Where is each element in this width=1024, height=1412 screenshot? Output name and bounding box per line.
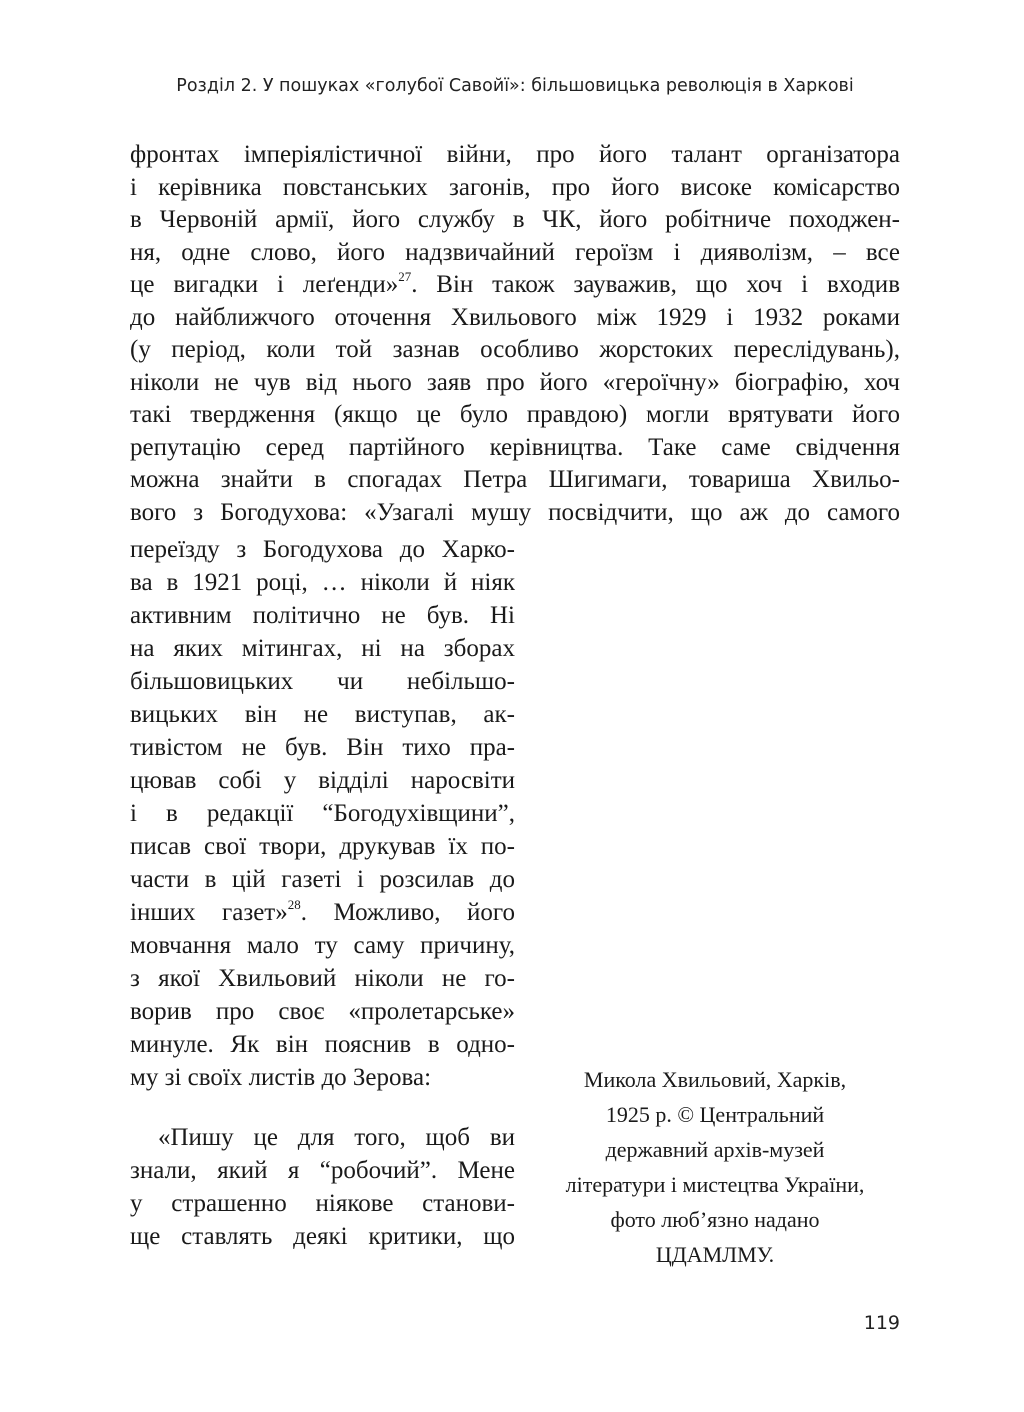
main-text-column <box>130 533 515 1253</box>
caption-line: ЦДАМЛМУ. <box>655 1242 775 1267</box>
photo-caption <box>530 1062 900 1272</box>
text-line: фронтах імперіялістичної війни, про його талант організатора <box>130 141 900 168</box>
quote-line: знали, який я “робочий”. Мене <box>130 1157 515 1184</box>
caption-line: Микола Хвильовий, Харків, <box>583 1067 847 1092</box>
footnote-ref-27[interactable]: 27 <box>398 269 412 284</box>
text-line: мовчання мало ту саму причину, <box>130 932 515 959</box>
text-line: части в цій газеті і розсилав до <box>130 866 515 893</box>
text-line: репутацію серед партійного керівництва. Таке саме свідчення <box>130 433 900 461</box>
text-line: до найближчого оточення Хвильового між 1929 і 1932 роками <box>130 303 900 331</box>
text-line: і керівника повстанських загонів, про його високе комісарство <box>130 173 900 201</box>
text-fragment: це вигадки і леґенди» <box>130 271 399 298</box>
text-line: в Червоній армії, його службу в ЧК, його робітниче походжен- <box>130 206 900 233</box>
text-line: переїзду з Богодухова до Харко- <box>130 536 515 563</box>
text-line: цював собі у відділі наросвіти <box>130 767 515 794</box>
text-line: ворив про своє «пролетарське» <box>130 998 515 1025</box>
text-line: писав свої твори, друкував їх по- <box>130 833 515 860</box>
main-text-full-width <box>130 139 900 529</box>
quote-line: ще ставлять деякі критики, що <box>130 1223 515 1250</box>
quote-line: у страшенно ніякове станови- <box>130 1190 515 1217</box>
text-line: ніколи не чув від нього заяв про його «героїчну» біографію, хоч <box>130 368 900 396</box>
caption-line: літератури і мистецтва України, <box>565 1172 865 1197</box>
quote-line: «Пишу це для того, щоб ви <box>158 1124 515 1151</box>
caption-line: 1925 р. © Центральний <box>605 1102 825 1127</box>
text-line: му зі своїх листів до Зерова: <box>130 1064 432 1091</box>
caption-line: державний архів-музей <box>605 1137 825 1162</box>
text-line: можна знайти в спогадах Петра Шигимаги, товариша Хвильо- <box>130 466 900 493</box>
footnote-ref-28[interactable]: 28 <box>287 897 301 912</box>
text-line: минуле. Як він пояснив в одно- <box>130 1031 515 1058</box>
text-fragment: інших газет» <box>130 899 288 926</box>
text-fragment: . Можливо, його <box>300 899 515 926</box>
text-line: ня, одне слово, його надзвичайний героїзм і дияволізм, – все <box>130 238 900 266</box>
page-number: 119 <box>863 1312 900 1334</box>
text-line: ва в 1921 році, … ніколи й ніяк <box>130 569 515 596</box>
text-line: такі твердження (якщо це було правдою) могли врятувати його <box>130 401 900 428</box>
text-line-footnote-28 <box>130 896 515 929</box>
text-line: вого з Богодухова: «Узагалі мушу посвідчити, що аж до самого <box>130 498 900 526</box>
text-line: більшовицьких чи небільшо- <box>130 668 515 695</box>
text-line: і в редакції “Богодухівщини”, <box>130 800 515 827</box>
running-head: Розділ 2. У пошуках «голубої Савойї»: більшовицька революція в Харкові <box>176 76 854 96</box>
text-line: (у період, коли той зазнав особливо жорстоких переслідувань), <box>130 336 900 363</box>
text-line: з якої Хвильовий ніколи не го- <box>130 965 515 992</box>
text-fragment: . Він також зауважив, що хоч і входив <box>411 271 900 298</box>
text-line: тивістом не був. Він тихо пра- <box>130 734 515 761</box>
text-line: вицьких він не виступав, ак- <box>130 701 515 728</box>
text-line-footnote-27 <box>130 269 900 302</box>
text-line: активним політично не був. Ні <box>130 602 515 629</box>
paragraph-gap <box>130 1094 515 1121</box>
caption-line: фото люб’язно надано <box>610 1207 820 1232</box>
text-line: на яких мітингах, ні на зборах <box>130 635 515 662</box>
